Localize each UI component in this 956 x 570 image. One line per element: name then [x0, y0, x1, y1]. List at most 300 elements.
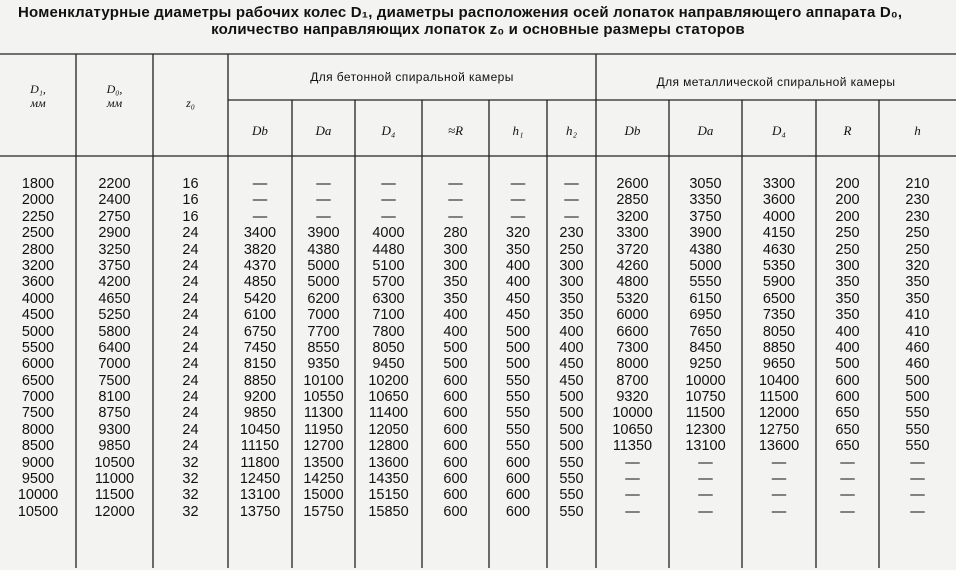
- table-cell: 15150: [368, 487, 409, 504]
- table-cell: 3300: [762, 176, 796, 192]
- table-cell: —: [771, 471, 787, 488]
- table-cell: 350: [443, 274, 468, 291]
- table-cell: 3900: [689, 225, 722, 242]
- table-cell: 450: [559, 356, 584, 373]
- table-cell: 14350: [368, 471, 409, 488]
- table-cell: 6000: [21, 356, 55, 373]
- table-cell: —: [316, 208, 331, 225]
- table-cell: 5500: [21, 339, 55, 356]
- table-cell: 4630: [762, 241, 796, 258]
- table-cell: 11800: [240, 454, 280, 471]
- table-cell: 12700: [303, 438, 344, 455]
- table-cell: 24: [182, 438, 199, 455]
- table-cell: 7000: [98, 356, 131, 373]
- table-cell: 2400: [98, 192, 131, 209]
- table-cell: 250: [559, 241, 584, 258]
- table-cell: 350: [835, 307, 860, 324]
- table-cell: 3250: [98, 241, 131, 258]
- column-concrete-d4: [355, 176, 422, 520]
- table-cell: —: [510, 176, 526, 192]
- table-cell: 11500: [759, 389, 799, 406]
- table-cell: 5000: [689, 257, 722, 274]
- table-cell: 4260: [616, 257, 649, 274]
- table-cell: 500: [835, 356, 860, 373]
- table-cell: 10450: [239, 421, 281, 438]
- table-cell: 3600: [762, 192, 796, 209]
- table-cell: 7700: [307, 323, 340, 340]
- table-cell: 3050: [689, 176, 722, 192]
- table-cell: 10000: [685, 372, 726, 389]
- table-cell: 2850: [616, 192, 649, 209]
- table-cell: 10500: [17, 503, 59, 520]
- table-cell: —: [252, 176, 268, 192]
- table-cell: 4380: [689, 241, 722, 258]
- table-cell: 24: [182, 274, 199, 291]
- table-cell: 6000: [616, 307, 649, 324]
- table-cell: 2500: [21, 225, 55, 242]
- table-cell: 6200: [307, 290, 340, 307]
- table-cell: 5800: [98, 323, 131, 340]
- table-cell: 7650: [689, 323, 722, 340]
- table-cell: 1800: [21, 176, 55, 192]
- table-cell: 12000: [758, 405, 800, 422]
- table-cell: 2000: [21, 192, 55, 209]
- header-metal-d4: D₄: [772, 123, 786, 138]
- table-cell: 12800: [368, 438, 409, 455]
- table-cell: 10200: [368, 372, 409, 389]
- table-cell: 3200: [616, 208, 649, 225]
- table-cell: 9650: [762, 356, 796, 373]
- table-cell: 2800: [21, 241, 55, 258]
- table-cell: 11300: [303, 405, 344, 422]
- table-cell: 4000: [21, 290, 55, 307]
- header-concrete-group: Для бетонной спиральной камеры: [310, 70, 514, 84]
- table-cell: 7500: [98, 372, 131, 389]
- table-cell: 2900: [98, 225, 131, 242]
- table-cell: 600: [443, 405, 468, 422]
- header-d1-unit: мм: [30, 96, 46, 110]
- table-cell: 500: [559, 421, 584, 438]
- table-cell: 8000: [616, 356, 649, 373]
- table-cell: 9450: [372, 356, 405, 373]
- table-cell: —: [625, 471, 640, 488]
- table-cell: 400: [835, 323, 860, 340]
- table-cell: —: [381, 176, 396, 192]
- table-cell: 15750: [303, 503, 344, 520]
- table-cell: 400: [443, 323, 468, 340]
- table-cell: 550: [905, 438, 930, 455]
- table-cell: 400: [559, 339, 584, 356]
- table-cell: —: [316, 192, 331, 209]
- table-cell: 5420: [243, 290, 277, 307]
- table-cell: 2200: [98, 176, 131, 192]
- table-cell: 7350: [762, 307, 796, 324]
- header-metal-h: h: [914, 123, 921, 138]
- table-cell: 350: [559, 290, 584, 307]
- table-cell: 8750: [98, 405, 131, 422]
- table-cell: 3300: [616, 225, 649, 242]
- table-cell: 5000: [21, 323, 55, 340]
- table-cell: —: [698, 454, 713, 471]
- table-cell: 600: [443, 471, 468, 488]
- table-cell: —: [910, 471, 925, 488]
- table-cell: 7800: [372, 323, 405, 340]
- table-cell: 500: [505, 323, 531, 340]
- table-cell: 16: [182, 176, 199, 192]
- table-cell: 600: [505, 471, 531, 488]
- table-cell: 600: [443, 389, 468, 406]
- table-cell: 9000: [21, 454, 55, 471]
- column-d1: [0, 176, 76, 520]
- table-cell: 9320: [616, 389, 649, 406]
- table-cell: 600: [505, 454, 531, 471]
- table-cell: 8100: [98, 389, 131, 406]
- table-cell: —: [564, 192, 579, 209]
- table-cell: 550: [505, 421, 531, 438]
- table-cell: 450: [505, 290, 531, 307]
- table-cell: 300: [559, 257, 584, 274]
- table-cell: 320: [505, 225, 531, 242]
- table-cell: 2250: [21, 208, 55, 225]
- table-cell: 11350: [612, 438, 653, 455]
- table-cell: 200: [835, 176, 860, 192]
- table-cell: 8550: [307, 339, 340, 356]
- table-cell: 4000: [372, 225, 405, 242]
- table-cell: 210: [905, 176, 930, 192]
- table-cell: 11000: [94, 471, 135, 488]
- column-metal-h: [879, 176, 956, 520]
- table-cell: 5320: [616, 290, 649, 307]
- table-cell: 250: [905, 241, 930, 258]
- table-cell: 7100: [372, 307, 405, 324]
- header-d0-symbol: D₀,: [106, 82, 123, 96]
- table-cell: —: [252, 192, 268, 209]
- table-cell: 500: [443, 356, 468, 373]
- table-cell: 250: [905, 225, 930, 242]
- table-cell: —: [510, 192, 526, 209]
- table-cell: 5250: [98, 307, 131, 324]
- table-cell: —: [252, 208, 268, 225]
- table-cell: 4650: [98, 290, 131, 307]
- table-cell: 10000: [17, 487, 59, 504]
- table-cell: 410: [905, 323, 930, 340]
- table-cell: 400: [559, 323, 584, 340]
- table-cell: 14250: [303, 471, 344, 488]
- table-cell: 3750: [98, 257, 131, 274]
- table-cell: 24: [182, 225, 199, 242]
- table-cell: 200: [835, 208, 860, 225]
- table-cell: 8850: [762, 339, 796, 356]
- table-cell: 650: [835, 421, 860, 438]
- table-cell: 500: [905, 389, 930, 406]
- table-cell: 15850: [368, 503, 409, 520]
- table-cell: 300: [443, 241, 468, 258]
- table-cell: 9850: [243, 405, 277, 422]
- table-cell: 250: [835, 241, 860, 258]
- table-cell: 7300: [616, 339, 649, 356]
- table-cell: —: [564, 176, 579, 192]
- header-metal-r: R: [843, 123, 852, 138]
- table-cell: 3350: [689, 192, 722, 209]
- table-cell: 32: [182, 503, 199, 520]
- column-metal-da: [669, 176, 742, 520]
- table-cell: 600: [443, 372, 468, 389]
- table-cell: 9200: [243, 389, 277, 406]
- table-cell: 200: [835, 192, 860, 209]
- table-cell: 550: [559, 503, 584, 520]
- table-cell: 8850: [243, 372, 277, 389]
- table-cell: 6500: [21, 372, 55, 389]
- table-cell: 5100: [372, 257, 405, 274]
- table-cell: —: [910, 487, 925, 504]
- table-cell: 10550: [303, 389, 344, 406]
- table-cell: 24: [182, 257, 199, 274]
- table-cell: 4480: [372, 241, 405, 258]
- table-cell: 230: [559, 225, 584, 242]
- table-cell: 450: [559, 372, 584, 389]
- table-cell: 6100: [243, 307, 277, 324]
- table-cell: 2600: [616, 176, 649, 192]
- table-cell: —: [698, 487, 713, 504]
- table-cell: 32: [182, 454, 199, 471]
- table-cell: —: [771, 454, 787, 471]
- table-cell: 24: [182, 405, 199, 422]
- table-cell: 24: [182, 323, 199, 340]
- table-cell: —: [625, 503, 640, 520]
- table-cell: —: [910, 454, 925, 471]
- table-cell: 550: [559, 454, 584, 471]
- header-concrete-r: ≈R: [447, 123, 464, 138]
- table-cell: 550: [905, 421, 930, 438]
- table-cell: 550: [505, 389, 531, 406]
- table-cell: 6600: [616, 323, 649, 340]
- table-cell: —: [448, 176, 463, 192]
- table-cell: 12450: [239, 471, 281, 488]
- table-cell: 460: [905, 356, 930, 373]
- table-cell: 24: [182, 389, 199, 406]
- header-d1: [0, 82, 76, 110]
- table-cell: 8500: [21, 438, 55, 455]
- table-cell: 3900: [307, 225, 340, 242]
- table-cell: 350: [559, 307, 584, 324]
- table-cell: 4850: [243, 274, 277, 291]
- table-cell: —: [698, 503, 713, 520]
- column-concrete-h2: [547, 176, 596, 520]
- column-metal-r: [816, 176, 879, 520]
- table-cell: 13100: [685, 438, 726, 455]
- header-d0: [76, 82, 153, 110]
- table-cell: 6750: [243, 323, 277, 340]
- table-cell: 300: [443, 257, 468, 274]
- table-cell: 9350: [307, 356, 340, 373]
- table-cell: 300: [835, 257, 860, 274]
- table-cell: 400: [443, 307, 468, 324]
- table-cell: 350: [905, 290, 930, 307]
- table-cell: 9850: [98, 438, 131, 455]
- table-cell: 4380: [307, 241, 340, 258]
- table-cell: 600: [443, 438, 468, 455]
- table-cell: 4150: [762, 225, 796, 242]
- table-cell: —: [564, 208, 579, 225]
- table-cell: 500: [905, 372, 930, 389]
- table-cell: 7450: [243, 339, 277, 356]
- header-concrete-da: Da: [315, 123, 332, 138]
- table-cell: 3820: [243, 241, 277, 258]
- table-cell: 600: [835, 389, 860, 406]
- table-cell: 11950: [303, 421, 344, 438]
- table-cell: 400: [835, 339, 860, 356]
- table-cell: 4200: [98, 274, 131, 291]
- table-cell: —: [840, 503, 855, 520]
- title-line-2: количество направляющих лопаток z₀ и основные размеры статоров: [211, 21, 745, 38]
- table-cell: 7000: [21, 389, 55, 406]
- table-cell: —: [510, 208, 526, 225]
- table-cell: 24: [182, 241, 199, 258]
- table-cell: 10100: [303, 372, 344, 389]
- column-d0: [76, 176, 153, 520]
- table-cell: —: [625, 454, 640, 471]
- title-line-1: Номенклатурные диаметры рабочих колес D₁, диаметры расположения осей лопаток направляющего аппарата D₀,: [18, 4, 903, 21]
- table-cell: 230: [905, 208, 930, 225]
- table-cell: 450: [505, 307, 531, 324]
- column-metal-db: [596, 176, 669, 520]
- table-cell: 32: [182, 471, 199, 488]
- table-cell: 8700: [616, 372, 649, 389]
- table-cell: 6300: [372, 290, 405, 307]
- table-cell: 8050: [372, 339, 405, 356]
- table-cell: 8150: [243, 356, 277, 373]
- column-z0: [153, 176, 228, 520]
- table-cell: 24: [182, 307, 199, 324]
- table-cell: 4370: [243, 257, 277, 274]
- table-cell: —: [381, 208, 396, 225]
- header-metal-da: Da: [697, 123, 714, 138]
- table-cell: 6500: [762, 290, 796, 307]
- table-cell: 10000: [612, 405, 653, 422]
- table-cell: —: [771, 487, 787, 504]
- table-cell: 10400: [758, 372, 800, 389]
- column-concrete-db: [228, 176, 292, 520]
- table-cell: 11500: [685, 405, 726, 422]
- table-cell: 600: [443, 503, 468, 520]
- table-cell: 10650: [612, 421, 653, 438]
- table-cell: 500: [559, 438, 584, 455]
- table-cell: —: [316, 176, 331, 192]
- table-cell: 13500: [303, 454, 344, 471]
- table-cell: 500: [443, 339, 468, 356]
- table-cell: 3720: [616, 241, 649, 258]
- table-cell: 6400: [98, 339, 131, 356]
- table-cell: 280: [443, 225, 468, 242]
- table-cell: 11150: [240, 438, 280, 455]
- table-cell: 5700: [372, 274, 405, 291]
- table-cell: 6950: [689, 307, 722, 324]
- table-cell: 32: [182, 487, 199, 504]
- table-cell: 500: [559, 405, 584, 422]
- header-metal-db: Db: [624, 123, 641, 138]
- table-cell: 3200: [21, 257, 55, 274]
- table-cell: 350: [443, 290, 468, 307]
- table-cell: 5900: [762, 274, 796, 291]
- header-d0-unit: мм: [106, 96, 123, 110]
- table-cell: 24: [182, 290, 199, 307]
- table-cell: 550: [505, 438, 531, 455]
- table-cell: 600: [443, 421, 468, 438]
- table-cell: 5000: [307, 257, 340, 274]
- table-cell: 350: [835, 290, 860, 307]
- table-cell: 12300: [685, 421, 726, 438]
- table-cell: 650: [835, 438, 860, 455]
- table-cell: 24: [182, 356, 199, 373]
- table-cell: 460: [905, 339, 930, 356]
- table-cell: 350: [835, 274, 860, 291]
- table-cell: 550: [505, 372, 531, 389]
- table-cell: 550: [559, 471, 584, 488]
- table-cell: 9250: [689, 356, 722, 373]
- table-cell: 2750: [98, 208, 131, 225]
- table-cell: —: [771, 503, 787, 520]
- table-cell: —: [448, 208, 463, 225]
- table-cell: 3400: [243, 225, 277, 242]
- table-cell: 13100: [239, 487, 281, 504]
- table-cell: 320: [905, 257, 930, 274]
- table-cell: 5550: [689, 274, 722, 291]
- table-cell: 16: [182, 192, 199, 209]
- table-cell: 5000: [307, 274, 340, 291]
- header-concrete-db: Db: [252, 123, 268, 138]
- table-cell: 400: [505, 257, 531, 274]
- table-cell: 24: [182, 421, 199, 438]
- table-cell: 9300: [98, 421, 131, 438]
- table-cell: 4000: [762, 208, 796, 225]
- table-cell: —: [840, 471, 855, 488]
- table-cell: 600: [505, 503, 531, 520]
- table-cell: 3750: [689, 208, 722, 225]
- table-cell: 600: [443, 487, 468, 504]
- table-cell: 12750: [758, 421, 800, 438]
- table-cell: 11400: [368, 405, 409, 422]
- header-z0: z₀: [186, 96, 195, 110]
- table-cell: 600: [505, 487, 531, 504]
- table-cell: 13600: [368, 454, 409, 471]
- table-cell: 410: [905, 307, 930, 324]
- header-metal-group: Для металлической спиральной камеры: [656, 75, 896, 89]
- table-cell: 12000: [94, 503, 135, 520]
- column-metal-d4: [742, 176, 816, 520]
- table-cell: 13600: [758, 438, 800, 455]
- table-cell: 9500: [21, 471, 55, 488]
- table-cell: 250: [835, 225, 860, 242]
- column-concrete-r: [422, 176, 489, 520]
- header-concrete-h2: h₂: [565, 123, 578, 138]
- table-cell: 4800: [616, 274, 649, 291]
- table-cell: 8000: [21, 421, 55, 438]
- table-cell: 13750: [239, 503, 281, 520]
- table-cell: 600: [835, 372, 860, 389]
- column-concrete-h1: [489, 176, 547, 520]
- table-cell: —: [840, 454, 855, 471]
- table-cell: 12050: [368, 421, 409, 438]
- table-cell: 7000: [307, 307, 340, 324]
- table-cell: 16: [182, 208, 199, 225]
- table-cell: 10750: [685, 389, 726, 406]
- table-cell: 550: [559, 487, 584, 504]
- table-cell: 6150: [689, 290, 722, 307]
- table-cell: 4500: [21, 307, 55, 324]
- table-cell: 550: [505, 405, 531, 422]
- table-cell: 500: [505, 356, 531, 373]
- table-cell: 500: [559, 389, 584, 406]
